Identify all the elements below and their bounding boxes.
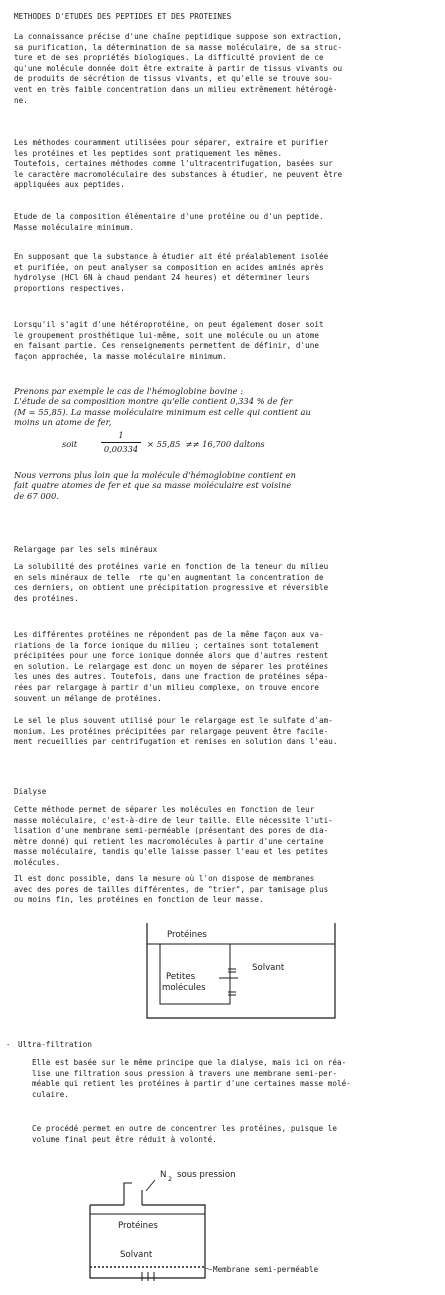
ultra-paragraph-2: Ce procédé permet en outre de concentrer les protéines, puisque le volume final peut être réduit à volonté.: [32, 1124, 338, 1144]
ultra-label-proteines: Protéines: [118, 1221, 158, 1231]
methods-paragraph: Les méthodes couramment utilisées pour séparer, extraire et purifier les protéines et les peptides sont pratiquement les mêmes. Toutefois, certaines méthodes comme l'ultracentrifugation, basées sur le caractère macromoléculaire des substances à étudier, ne peuvent être appliquées aux peptides.: [14, 138, 343, 190]
dialyse-vessel-drawing: [0, 918, 445, 1028]
dialyse-label-proteines: Protéines: [167, 930, 207, 940]
composition-paragraph-1: En supposant que la substance à étudier ait été préalablement isolée et purifiée, on peut analyser sa composition en acides aminés après hydrolyse (HCl 6N à chaud pendant 24 heures) et déterminer leurs proportions respectives.: [14, 252, 329, 293]
example-conclusion: Nous verrons plus loin que la molécule d'hémoglobine contient en fait quatre atomes de fer et que sa masse moléculaire est voisine de 67 000.: [14, 470, 296, 501]
page-title: METHODES D'ETUDES DES PEPTIDES ET DES PROTEINES: [14, 12, 232, 21]
ultrafiltration-diagram: [0, 1150, 445, 1290]
relargage-paragraph-3: Le sel le plus souvent utilisé pour le relargage est le sulfate d'am- monium. Les protéines précipitées par relargage peuvent être facile- ment recueillies par centrifugation et remises en solution dans l'eau.: [14, 716, 338, 747]
dialyse-label-molecules: molécules: [162, 983, 206, 993]
dialyse-diagram: [0, 918, 445, 1028]
dialyse-label-petites: Petites: [166, 972, 196, 982]
dialyse-paragraph-1: Cette méthode permet de séparer les molécules en fonction de leur masse moléculaire, c'est-à-dire de leur taille. Elle nécessite l'uti- lisation d'une membrane semi-perméable (présentant des pores de dia- mètre donné) qui retient les macromolécules à partir d'une certaine masse moléculaire, tandis qu'elle laisse passer l'eau et les petites molécules.: [14, 805, 333, 867]
ultra-paragraph-1: Elle est basée sur le même principe que la dialyse, mais ici on réa- lise une filtration sous pression à travers une membrane semi-per- méable qui retient les protéines à partir d'une certaines masse molé- culaire.: [32, 1058, 351, 1099]
dialyse-paragraph-2: Il est donc possible, dans la mesure où l'on dispose de membranes avec des pores de tailles différentes, de "trier", par tamisage plus ou moins fin, les protéines en fonction de leur masse.: [14, 874, 329, 905]
fraction-bar: [101, 442, 141, 443]
composition-paragraph-2: Lorsqu'il s'agit d'une hétéroprotéine, on peut également doser soit le groupement prosthétique lui-même, soit une molécule ou un atome en faisant partie. Ces renseignements permettent de définir, d'une façon approchée, la masse moléculaire minimum.: [14, 320, 324, 361]
formula-denominator: 0,00334: [103, 444, 139, 454]
ultra-label-membrane: Membrane semi-perméable: [213, 1265, 319, 1274]
ultra-label-n: N: [160, 1170, 167, 1180]
intro-paragraph: La connaissance précise d'une chaîne peptidique suppose son extraction, sa purification, la détermination de sa masse moléculaire, de sa struc- ture et de ses propriétés biologiques. La difficulté provient de ce qu'une molécule donnée doit être extraite à partir de tissus vivants ou de produits de sécrétion de tissus vivants, et qu'elle se trouve sou- vent en très faible concentration dans un milieu extrêmement hétérogè- ne.: [14, 32, 343, 105]
formula-result: × 55,85 ≠≠ 16,700 daltons: [147, 439, 265, 449]
section-ultra-title: Ultra-filtration: [18, 1040, 92, 1049]
ultra-label-pressure: sous pression: [177, 1170, 236, 1180]
formula-numerator: 1: [118, 430, 124, 440]
ultra-bullet: -: [6, 1040, 11, 1049]
ultra-label-solvant: Solvant: [120, 1250, 153, 1260]
section-dialyse-title: Dialyse: [14, 787, 47, 796]
example-paragraph: Prenons par exemple le cas de l'hémoglobine bovine : L'étude de sa composition montre qu'elle contient 0,334 % de fer (M = 55,85). La masse moléculaire minimum est celle qui contient au moins un atome de fer,: [14, 386, 311, 428]
section-relargage-title: Relargage par les sels minéraux: [14, 545, 158, 554]
relargage-paragraph-1: La solubilité des protéines varie en fonction de la teneur du milieu en sels minéraux de telle rte qu'en augmentant la concentration de ces derniers, on obtient une précipitation progressive et réversible des protéines.: [14, 562, 329, 603]
relargage-paragraph-2: Les différentes protéines ne répondent pas de la même façon aux va- riations de la force ionique du milieu ; certaines sont totalement précipitées pour une force ionique donnée alors que d'autres restent en solution. Le relargage est donc un moyen de séparer les protéines les unes des autres. Toutefois, dans une fraction de protéines sépa- rées par relargage à partir d'un milieu complexe, on trouve encore souvent un mélange de protéines.: [14, 630, 329, 703]
formula: [0, 430, 445, 464]
dialyse-label-solvant: Solvant: [252, 963, 285, 973]
ultra-label-n-subscript: 2: [168, 1175, 173, 1183]
section-composition-title: Etude de la composition élémentaire d'une protéine ou d'un peptide. Masse moléculaire minimum.: [14, 212, 324, 232]
formula-prefix: soit: [62, 439, 78, 449]
